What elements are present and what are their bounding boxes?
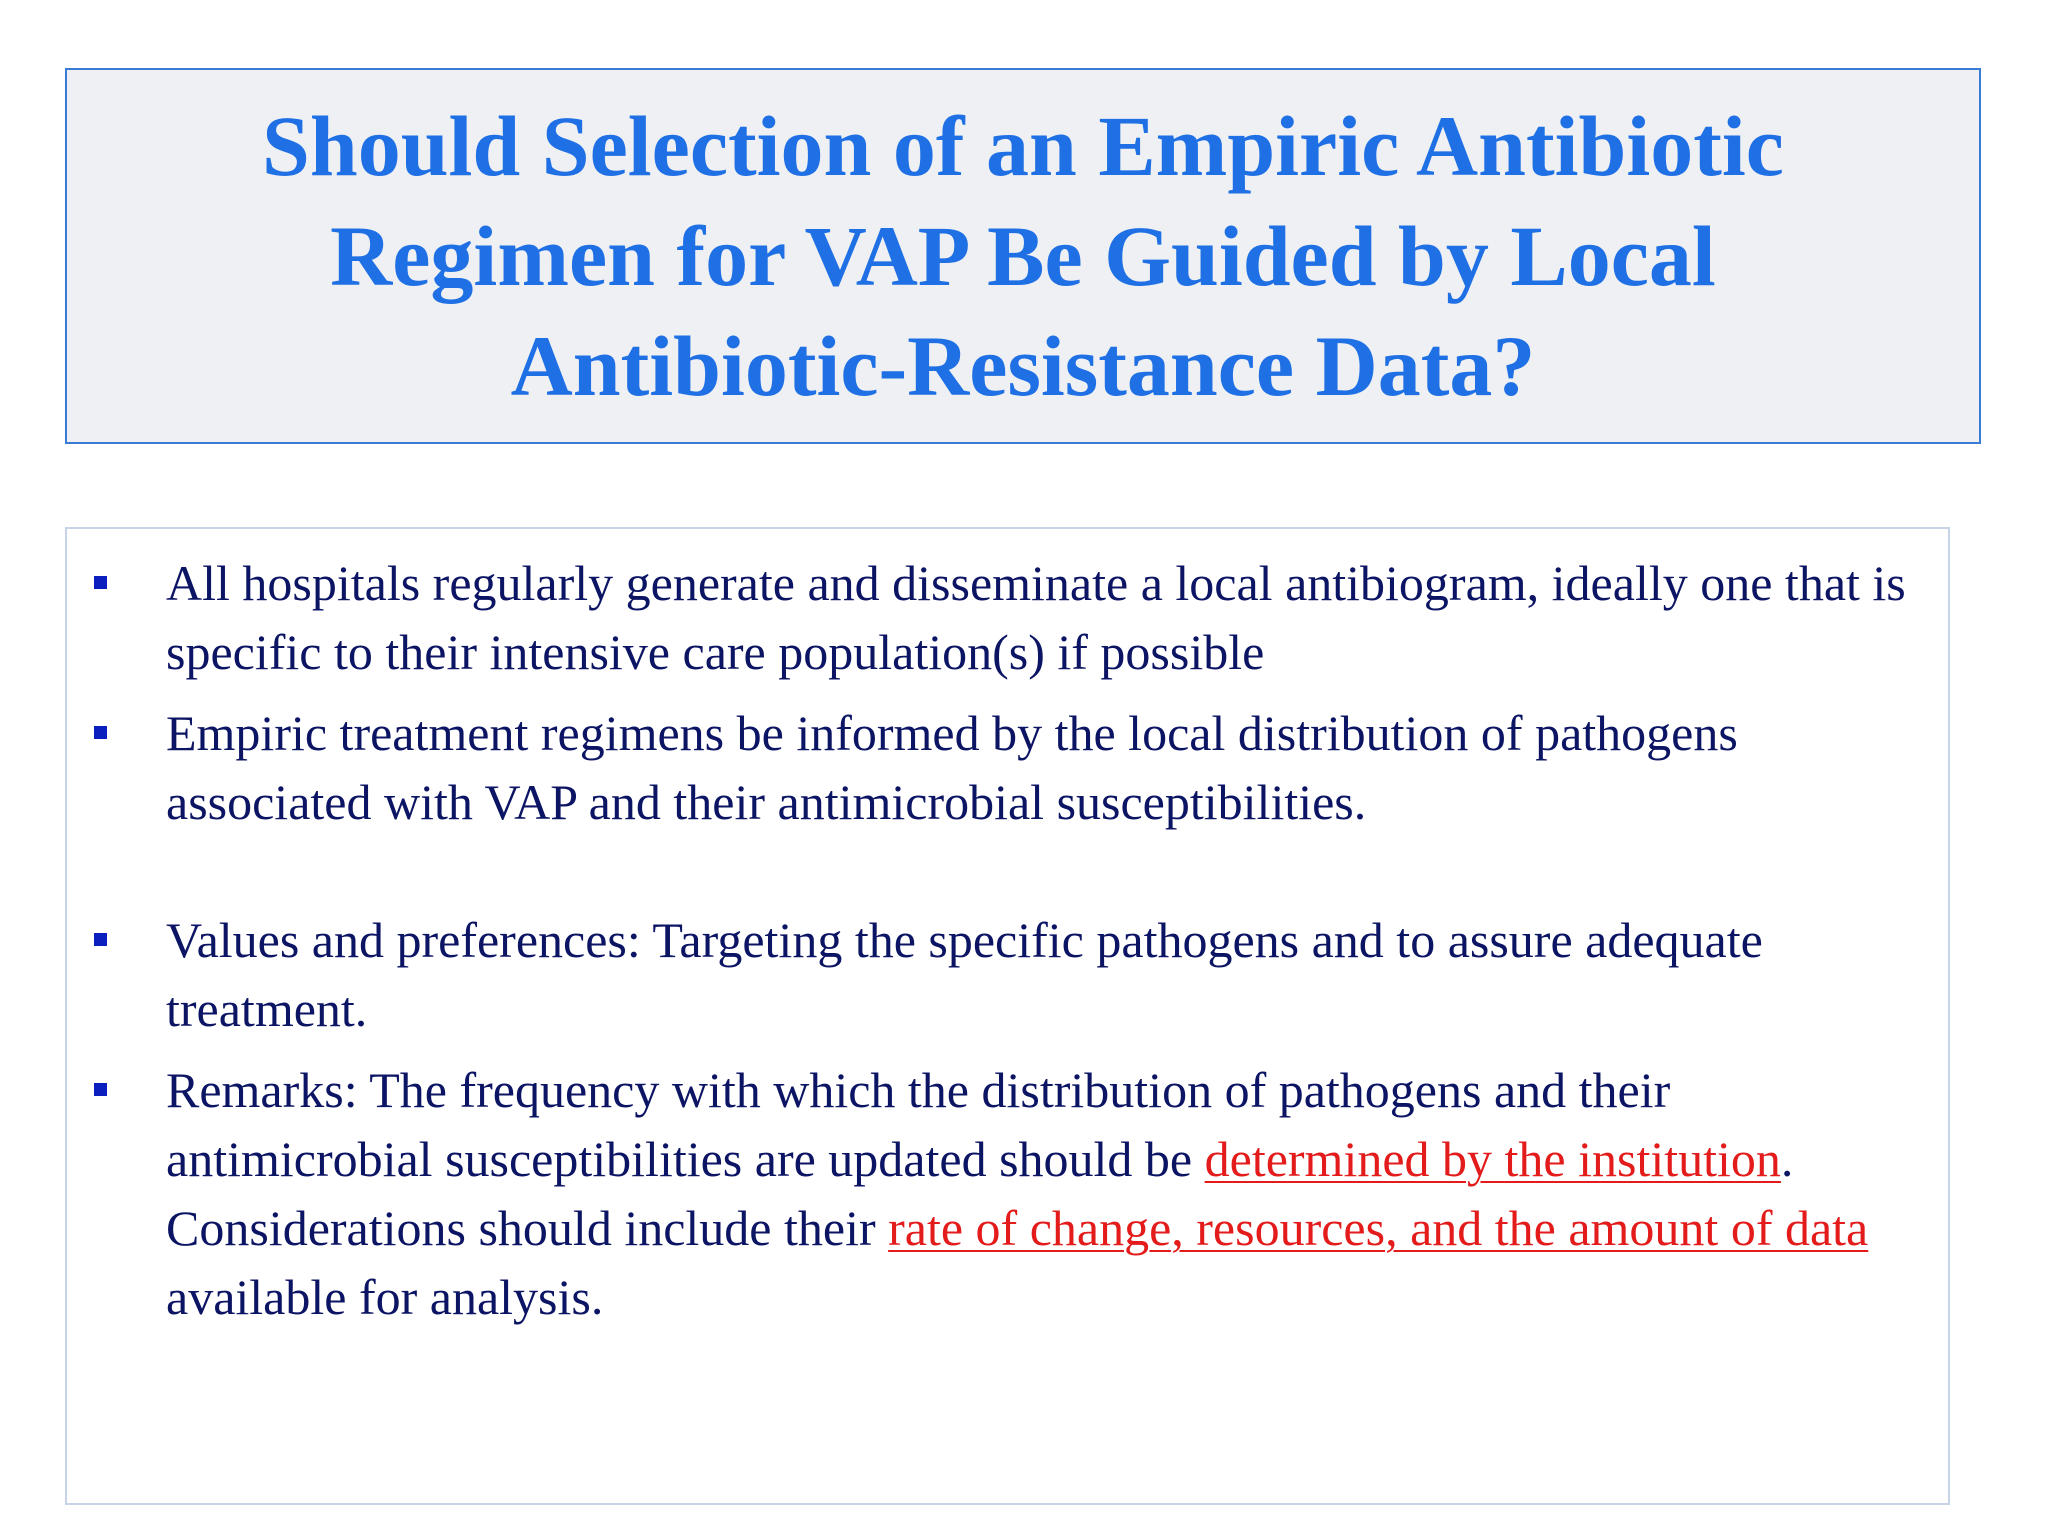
- bullet-text: Values and preferences: Targeting the specific pathogens and to assure adequate treatment.: [166, 912, 1763, 1037]
- square-bullet-icon: [94, 933, 107, 946]
- highlighted-text-rate-of-change: rate of change, resources, and the amount of data: [888, 1200, 1869, 1256]
- bullet-text-segment: available for analysis.: [166, 1269, 604, 1325]
- bullet-text: Empiric treatment regimens be informed by the local distribution of pathogens associated with VAP and their antimicrobial susceptibilities.: [166, 705, 1738, 830]
- bullet-list: [67, 549, 1927, 1344]
- slide-title: [123, 91, 1923, 421]
- slide-title-line-2: Regimen for VAP Be Guided by Local: [330, 208, 1716, 304]
- highlighted-text-institution: determined by the institution: [1204, 1131, 1781, 1187]
- bullet-item-remarks: [67, 1056, 1927, 1332]
- square-bullet-icon: [94, 726, 107, 739]
- title-box: [65, 68, 1981, 444]
- square-bullet-icon: [94, 1083, 107, 1096]
- bullet-item-antibiogram: [67, 549, 1927, 687]
- bullet-item-empiric-regimens: [67, 699, 1927, 837]
- content-box: [65, 527, 1950, 1505]
- bullet-text: All hospitals regularly generate and disseminate a local antibiogram, ideally one that is specific to their intensive care population(s) if possible: [166, 555, 1906, 680]
- square-bullet-icon: [94, 576, 107, 589]
- slide-title-line-1: Should Selection of an Empiric Antibiotic: [262, 98, 1784, 194]
- slide-title-line-3: Antibiotic-Resistance Data?: [510, 318, 1536, 414]
- bullet-text-segment: . Considerations should include their: [166, 1131, 1794, 1256]
- bullet-text-segment: Remarks: The frequency with which the distribution of pathogens and their antimicrobial susceptibilities are updated should be: [166, 1062, 1671, 1187]
- bullet-item-values-preferences: [67, 906, 1927, 1044]
